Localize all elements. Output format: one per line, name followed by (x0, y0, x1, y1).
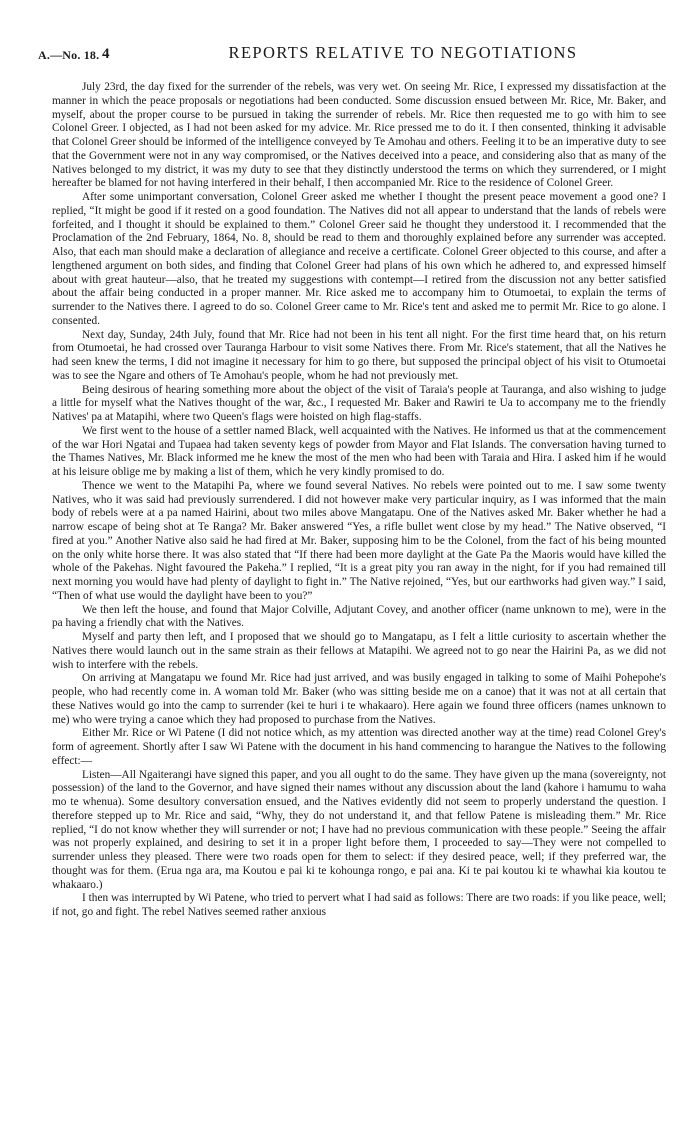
document-reference: A.—No. 18. (38, 48, 100, 62)
paragraph: Either Mr. Rice or Wi Patene (I did not notice which, as my attention was directed another way at the time) read Colonel Grey's form of agreement. Shortly after I saw Wi Patene with the document in his hand commencing to harangue the Natives to the following effect:— (52, 727, 666, 767)
paragraph: I then was interrupted by Wi Patene, who tried to pervert what I had said as follows: There are two roads: if you like peace, well; if not, go and fight. The rebel Natives seemed rather anxious (52, 892, 666, 918)
paragraph: Next day, Sunday, 24th July, found that Mr. Rice had not been in his tent all night. For the first time heard that, on his return from Otumoetai, he had crossed over Tauranga Harbour to visit some Natives there. From Mr. Rice's statement, that all the Natives he had seen knew the terms, I did not imagine it necessary for him to go there, but supposed the principal object of his visit to Otumoetai was to see the Ngare and others of Te Amohau's people, whom he had not previously met. (52, 328, 666, 382)
paragraph: Myself and party then left, and I proposed that we should go to Mangatapu, as I felt a little curiosity to ascertain whether the Natives there would launch out in the same strain as their fellows at Matapihi. We agreed not to go near the Hairini Pa, as we did not wish to interfere with the rebels. (52, 631, 666, 671)
page-title: REPORTS RELATIVE TO NEGOTIATIONS (228, 43, 578, 62)
paragraph: On arriving at Mangatapu we found Mr. Rice had just arrived, and was busily engaged in talking to some of Maihi Pohepohe's people, who had recently come in. A woman told Mr. Baker (who was sitting beside me on a canoe) that it was not at all certain that these Natives would go into the camp to surrender (kei te huri i te whakaaro). Here again we found three officers (names unknown to me) who were trying a canoe which they had proposed to purchase from the Natives. (52, 672, 666, 726)
page-number: 4 (102, 46, 110, 62)
paragraph: Listen—All Ngaiterangi have signed this paper, and you all ought to do the same. They have given up the mana (sovereignty, not possession) of the land to the Governor, and have signed their names without any discussion about the land (kahore i hamumu to waha mo te whenua). Some desultory conversation ensued, and the Natives evidently did not seem to properly understand the question. I therefore stepped up to Mr. Rice and said, “Why, they do not understand it, and that fellow Patene is misleading them.” Mr. Rice replied, “I do not know whether they will surrender or not; I have had no previous communication with these people.” Seeing the affair was not properly explained, and desiring to set it in a proper light before them, I proceeded to say—They were not compelled to surrender unless they pleased. There were two roads open for them to select: if they desired peace, well; if they preferred war, the thought was for them. (Erua nga ara, ma Koutou e pai ki te kohounga rongo, e pai ana. Ki te pai koutou ki te whawhai kia koutou te whakaaro.) (52, 768, 666, 891)
report-body (52, 81, 666, 920)
paragraph: We then left the house, and found that Major Colville, Adjutant Covey, and another officer (name unknown to me), were in the pa having a friendly chat with the Natives. (52, 603, 666, 630)
paragraph: After some unimportant conversation, Colonel Greer asked me whether I thought the present peace movement a good one? I replied, “It might be good if it rested on a good foundation. The Natives did not all appear to understand that the lands of rebels were forfeited, and I thought it should be explained to them.” Colonel Greer said he thought they understood it. I recommended that the Proclamation of the 2nd February, 1864, No. 8, should be read to them and thoroughly explained before any surrender was accepted. Also, that each man should make a declaration of allegiance and receive a certificate. Colonel Greer objected to this course, and after a lengthened argument on both sides, and finding that Colonel Greer had plans of his own which he adhered to, and expressed himself about with great hauteur—also, that he treated my suggestions with contempt—I retired from the discussion not any better satisfied about the affair being conducted in a proper manner. Mr. Rice asked me to accompany him to Otumoetai, to explain the terms of surrender to the Natives there. I agreed to do so. Colonel Greer came to Mr. Rice's tent and asked me to permit Mr. Rice to go alone. I consented. (52, 191, 666, 327)
page-header (0, 40, 700, 64)
paragraph: July 23rd, the day fixed for the surrender of the rebels, was very wet. On seeing Mr. Rice, I expressed my dissatisfaction at the manner in which the peace proposals or negotiations had been conducted. Some discussion ensued between Mr. Rice, Mr. Baker, and myself, about the proper course to be pursued in taking the surrender of rebels. Mr. Rice then requested me to go with him to see Colonel Greer. I objected, as I had not been asked for my advice. Mr. Rice pressed me to do it. I then consented, thinking it advisable that Colonel Greer should be informed of the intelligence conveyed by Te Amohau and others. Feeling it to be an imperative duty to see that the Government were not in any way compromised, or the Natives deceived into a peace, and considering also that as many of the Natives belonged to my district, it was my duty to see that they distinctly understood the terms on which they surrendered, or I might hereafter be blamed for not having interfered in their behalf, I then accompanied Mr. Rice to the residence of Colonel Greer. (52, 81, 666, 190)
paragraph: Thence we went to the Matapihi Pa, where we found several Natives. No rebels were pointed out to me. I saw some twenty Natives, who it was said had previously surrendered. I did not however make very particular inquiry, as I was informed that the main body of rebels were at a pa named Hairini, about two miles above Mangatapu. One of the Natives asked Mr. Baker whether he had a narrow escape of being shot at Te Ranga? Mr. Baker answered “Yes, a rifle bullet went close by my head.” The Native observed, “I fired at you.” Another Native also said he had fired at Mr. Baker, supposing him to be the Colonel, from the fact of his being mounted on the only white horse there. It was also stated that “If there had been more daylight at the Gate Pa the Maoris would have killed the whole of the Pakehas. Night favoured the Pakeha.” I replied, “It is a great pity you ran away in the night, for if you had remained till next morning you would have had plenty of daylight to fight in.” The Native rejoined, “Yes, but our earthworks had given way.” I said, “Then of what use would the daylight have been to you?” (52, 479, 666, 602)
paragraph: We first went to the house of a settler named Black, well acquainted with the Natives. He informed us that at the commencement of the war Hori Ngatai and Tupaea had taken seventy kegs of powder from Mayor and Flat Islands. The conversation having turned to the Thames Natives, Mr. Black informed me he knew the most of the men who had been with Taraia and Hira. I asked him if he would at his leisure oblige me by making a list of them, which he very kindly promised to do. (52, 424, 666, 478)
paragraph: Being desirous of hearing something more about the object of the visit of Taraia's people at Tauranga, and also wishing to judge a little for myself what the Natives thought of the war, &c., I requested Mr. Baker and Rawiri te Ua to accompany me to the friendly Natives' pa at Matapihi, where two Queen's flags were hoisted on high flag-staffs. (52, 383, 666, 423)
